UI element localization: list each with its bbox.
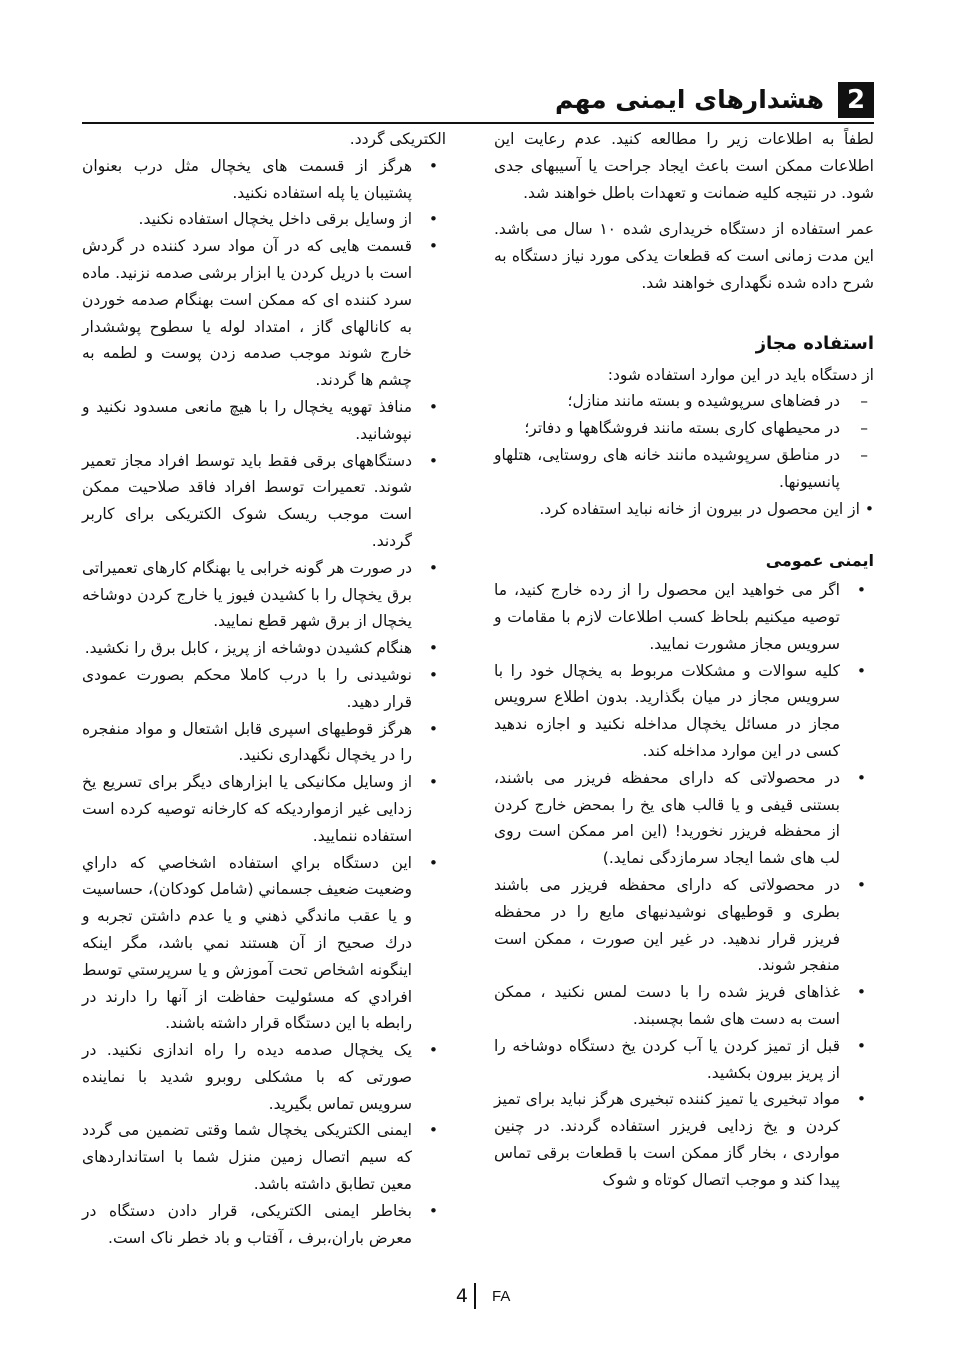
page-footer	[0, 1282, 954, 1312]
safety-item: • اين دستگاه براي استفاده اشخاصي كه داراي وضعيت ضعيف جسماني (شامل كودكان)، حساسيت و يا عقب ماندگي ذهني و يا عدم داشتن تجربه و درك صحيح از آن هستند نمي باشد، مگر اينكه اينگونه اشخاص تحت آموزش و يا سرپرستي توسط افرادي كه مسئوليت حفاظت از آنها را دارند در رابطه با اين دستگاه قرار داشته باشند.	[82, 850, 446, 1038]
general-safety-list	[494, 577, 874, 1193]
safety-item: • هنگام کشیدن دوشاخه از پریز ، کابل برق را نکشید.	[82, 635, 446, 662]
safety-item: • در صورت هر گونه خرابی یا بهنگام کارهای تعمیراتی برق یخچال را با کشیدن فیوز یا خارج کردن دوشاخه یخچال از برق شهر قطع نمایید.	[82, 555, 446, 635]
intro-paragraph-1: لطفاً به اطلاعات زیر را مطالعه کنید. عدم رعایت این اطلاعات ممکن است باعث ایجاد جراحت یا آسیبهای جدی شود. در نتیجه کلیه ضمانت و تعهدات باطل خواهند شد.	[494, 130, 874, 202]
general-safety-item: • در محصولاتی که دارای محفظه فریزر می باشند، بستنی قیفی و یا قالب های یخ را بمحض خارج کردن از محفظه فریزر نخورید! (این امر ممکن است روی لب های شما ایجاد سرمازدگی نماید.)	[494, 765, 874, 872]
right-column	[494, 126, 874, 1193]
safety-item: • ایمنی الکتریکی یخچال شما وقتی تضمین می گردد که سیم اتصال زمین منزل شما با استانداردهای معین تطابق داشته باشد.	[82, 1117, 446, 1197]
usage-note: • از این محصول در بیرون از خانه نباید استفاده کرد.	[539, 499, 874, 518]
usage-item: – در فضاهای سرپوشیده و بسته مانند منازل؛	[494, 388, 874, 415]
header-divider	[82, 122, 874, 124]
general-safety-item: • مواد تبخیری یا تمیز کننده تبخیری هرگز نباید برای تمیز کردن و یخ زدایی فریزر استفاده گردند. در چنین مواردی ، بخار گاز ممکن است با قطعات برقی تماس پیدا کند و موجب اتصال کوتاه و شوک	[494, 1086, 874, 1193]
language-code: FA	[492, 1288, 511, 1305]
general-safety-item: • اگر می خواهید این محصول را از رده خارج کنید، ما توصیه میکنیم بلحاظ کسب اطلاعات لازم با مقامات و سرویس مجاز مشورت نمایید.	[494, 577, 874, 657]
footer-divider	[474, 1283, 476, 1309]
safety-item: • بخاطر ایمنی الکتریکی، قرار دادن دستگاه در معرض باران،برف ، آفتاب و باد خطر ناک است.	[82, 1198, 446, 1252]
page-number: 4	[455, 1285, 468, 1307]
section-title: هشدارهای ایمنی مهم	[554, 85, 824, 114]
safety-item: • هرگز قوطیهای اسپری قابل اشتعال و مواد منفجره را در یخچال نگهداری نکنید.	[82, 716, 446, 770]
usage-intro: از دستگاه باید در این موارد استفاده شود:	[607, 365, 874, 384]
usage-item: – در محیطهای کاری بسته مانند فروشگاهها و دفاتر؛	[494, 415, 874, 442]
safety-item: • دستگاههای برقی فقط باید توسط افراد مجاز تعمیر شوند. تعمیرات توسط افراد فاقد صلاحیت ممکن است موجب ریسک شوک الکتریکی برای کاربر گردند.	[82, 448, 446, 555]
continuation-text: الکتریکی گردد.	[349, 130, 446, 148]
safety-item: • منافذ تهویه یخچال را با هیچ مانعی مسدود نکنید و نپوشانید.	[82, 394, 446, 448]
safety-item: • از وسایل مکانیکی یا ابزارهای دیگر برای تسریع یخ زدایی غیر ازمواردیکه که کارخانه توصیه کرده است استفاده ننمایید.	[82, 769, 446, 849]
section-header	[82, 82, 874, 122]
usage-list	[494, 388, 874, 495]
safety-list	[82, 153, 446, 1252]
general-safety-item: • قبل از تمیز کردن یا آب کردن یخ دستگاه دوشاخه را از پریز بیرون بکشید.	[494, 1033, 874, 1087]
general-safety-heading: ایمنی عمومی	[765, 551, 874, 571]
general-safety-item: • غذاهای فریز شده را با دست لمس نکنید ، ممکن است به دست های شما بچسبند.	[494, 979, 874, 1033]
left-column	[82, 126, 446, 1251]
intro-paragraph-2: عمر استفاده از دستگاه خریداری شده ۱۰ سال می باشد. این مدت زمانی است که قطعات یدکی مورد نیاز دستگاه به شرح داده شده نگهداری خواهند شد.	[494, 220, 874, 292]
general-safety-item: • کلیه سوالات و مشکلات مربوط به یخچال خود را با سرویس مجاز در میان بگذارید. بدون اطلاع سرویس مجاز در مسائل یخچال مداخله نکنید و اجازه ندهید کسی در این موارد مداخله کند.	[494, 658, 874, 765]
safety-item: • از وسایل برقی داخل یخچال استفاده نکنید.	[82, 206, 446, 233]
safety-item: • یک یخچال صدمه دیده را راه اندازی نکنید. در صورتی که با مشکلی روبرو شدید با نماینده سرویس تماس بگیرید.	[82, 1037, 446, 1117]
usage-item: – در مناطق سرپوشیده مانند خانه های روستایی، هتلهاو پانسیونها.	[494, 442, 874, 496]
section-number-badge: 2	[838, 82, 874, 118]
usage-heading: استفاده مجاز	[755, 332, 874, 354]
safety-item: • قسمت هایی که در آن مواد سرد کننده در گردش است با دریل کردن یا ابزار برشی صدمه نزنید. ماده سرد کننده ای که ممکن است بهنگام صدمه خوردن به کانالهای گاز ، امتداد لوله یا سطوح پوششدار خارج شوند موجب صدمه زدن پوست و لطمه به چشم ها گردند.	[82, 233, 446, 394]
general-safety-item: • در محصولاتی که دارای محفظه فریزر می باشند بطری و قوطیهای نوشیدنیهای مایع را در محفظه فریزر قرار ندهید. در غیر این صورت ، ممکن است منفجر شوند.	[494, 872, 874, 979]
safety-item: • نوشیدنی را با درب کاملا محکم بصورت عمودی قرار دهید.	[82, 662, 446, 716]
safety-item: • هرگز از قسمت های یخچال مثل درب بعنوان پشتیبان یا پله استفاده نکنید.	[82, 153, 446, 207]
